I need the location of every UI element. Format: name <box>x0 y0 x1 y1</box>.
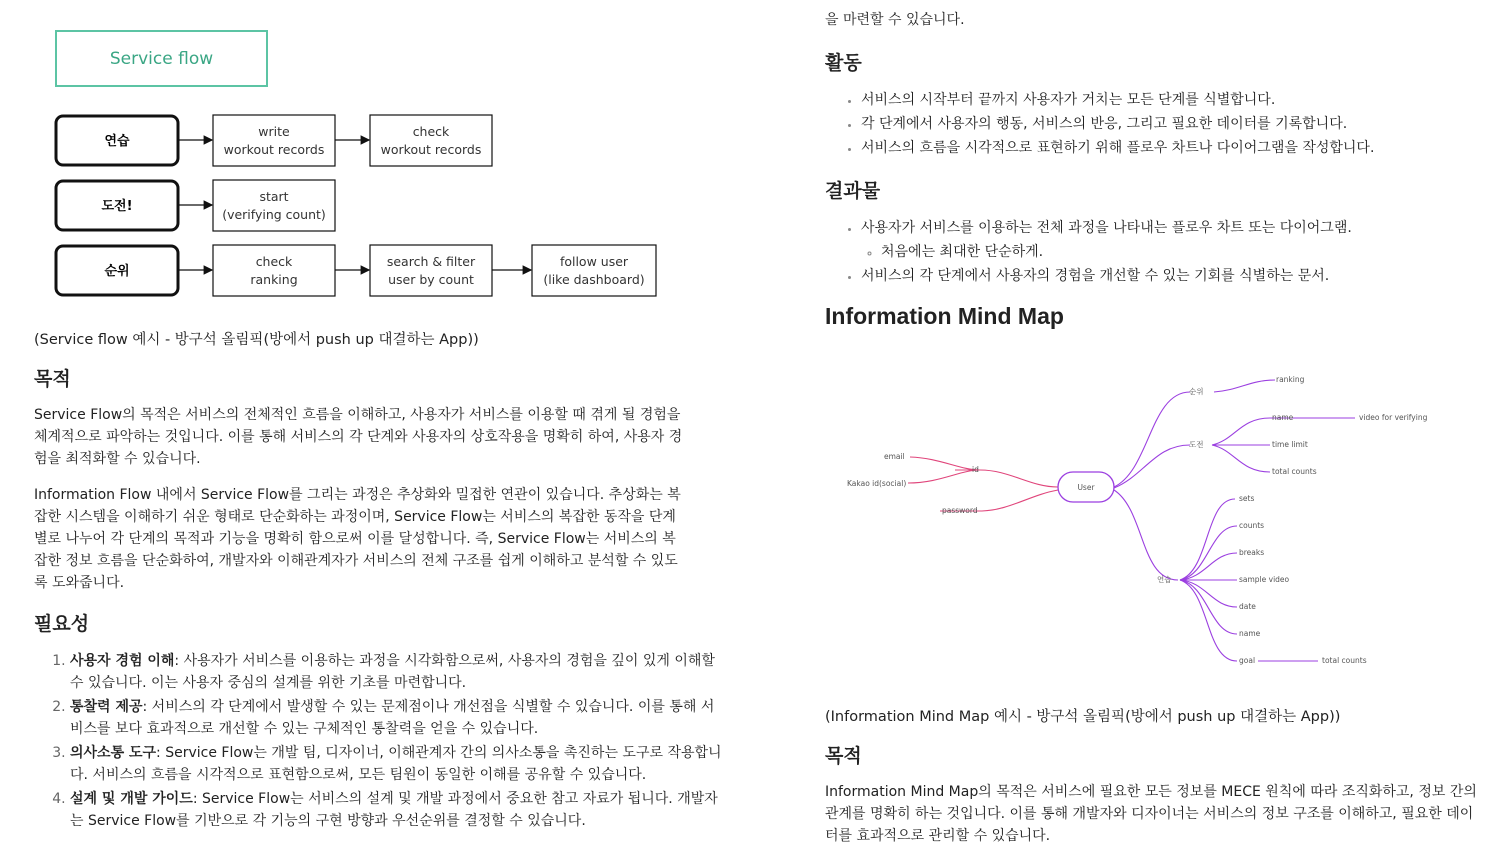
flow-step-follow-user-l2: (like dashboard) <box>543 272 645 287</box>
result-sub-item: ◦ 처음에는 최대한 단순하게. <box>881 240 1500 264</box>
mindmap-purpose-paragraph: Information Mind Map의 목적은 서비스에 필요한 모든 정보를 MECE 원칙에 따라 조직화하고, 정보 간의 관계를 명확히 하는 것입니다. 이를 통해 개발자와 디자이너는 서비스의 정보 구조를 이해하고, 필요한 데이터를 효과적으로 관리할 수 있습니다. <box>825 784 1477 844</box>
mindmap-node-goal: goal <box>1239 656 1256 665</box>
result-heading: 결과물 <box>825 180 881 202</box>
need-list <box>34 650 722 834</box>
mindmap-node-sets: sets <box>1239 494 1255 503</box>
information-mind-map <box>840 370 1460 680</box>
mindmap-node-kakao: Kakao id(social) <box>847 479 907 488</box>
flow-step-write-records-l1: write <box>258 124 290 139</box>
mindmap-node-ranking: ranking <box>1276 375 1305 384</box>
flow-step-check-records <box>370 115 492 166</box>
mindmap-node-breaks: breaks <box>1239 548 1265 557</box>
activity-list <box>825 88 1500 160</box>
need-heading: 필요성 <box>34 613 90 635</box>
result-item-text: 사용자가 서비스를 이용하는 전체 과정을 나타내는 플로우 차트 또는 다이어그램. <box>861 220 1352 236</box>
need-item <box>70 788 722 832</box>
flow-step-check-ranking-l1: check <box>255 254 293 269</box>
flow-step-start-verifying <box>213 180 335 231</box>
activity-heading: 활동 <box>825 52 862 74</box>
need-item-text: : 사용자가 서비스를 이용하는 과정을 시각화함으로써, 사용자의 경험을 깊이 있게 이해할 수 있습니다. 이는 사용자 중심의 설계를 위한 기초를 마련합니다. <box>70 653 715 691</box>
mindmap-node-date: date <box>1239 602 1256 611</box>
mindmap-node-challenge: 도전 <box>1189 440 1204 449</box>
result-list <box>825 216 1500 288</box>
mindmap-root-label: User <box>1077 483 1095 492</box>
mindmap-node-time-limit: time limit <box>1272 440 1308 449</box>
mindmap-node-challenge-name: name <box>1272 413 1294 422</box>
need-item-text: : Service Flow는 개발 팀, 디자이너, 이해관계자 간의 의사소통을 촉진하는 도구로 작용합니다. 서비스의 흐름을 시각적으로 표현함으로써, 모든 팀원이 동일한 이해를 공유할 수 있습니다. <box>70 745 722 783</box>
need-item-title: 의사소통 도구 <box>70 745 157 761</box>
mindmap-heading: Information Mind Map <box>825 303 1064 329</box>
mindmap-caption: (Information Mind Map 예시 - 방구석 올림픽(방에서 push up 대결하는 App)) <box>825 709 1341 725</box>
mindmap-node-video: video for verifying <box>1359 413 1428 422</box>
activity-item: • 각 단계에서 사용자의 행동, 서비스의 반응, 그리고 필요한 데이터를 기록합니다. <box>861 112 1500 136</box>
mindmap-node-password: password <box>942 506 978 515</box>
flow-start-rank-label: 순위 <box>104 264 130 279</box>
activity-item: • 서비스의 흐름을 시각적으로 표현하기 위해 플로우 차트나 다이어그램을 작성합니다. <box>861 136 1500 160</box>
flow-step-start-verifying-l1: start <box>259 189 289 204</box>
flow-step-check-ranking-l2: ranking <box>250 272 298 287</box>
flow-step-write-records <box>213 115 335 166</box>
need-item <box>70 742 722 786</box>
flow-step-follow-user <box>532 245 656 296</box>
service-flow-diagram <box>50 108 670 303</box>
mindmap-node-email: email <box>884 452 905 461</box>
need-item-title: 통찰력 제공 <box>70 699 143 715</box>
activity-item: • 서비스의 시작부터 끝까지 사용자가 거치는 모든 단계를 식별합니다. <box>861 88 1500 112</box>
mindmap-node-sample-video: sample video <box>1239 575 1290 584</box>
mindmap-node-id: id <box>972 465 979 474</box>
mindmap-node-goal-total: total counts <box>1322 656 1367 665</box>
service-flow-title: Service flow <box>109 48 214 69</box>
top-fragment-text: 을 마련할 수 있습니다. <box>825 12 965 28</box>
mindmap-node-rank: 순위 <box>1189 387 1204 396</box>
mindmap-node-practice: 연습 <box>1157 575 1172 584</box>
need-item-text: : Service Flow는 서비스의 설계 및 개발 과정에서 중요한 참고 자료가 됩니다. 개발자는 Service Flow를 기반으로 각 기능의 구현 방향과 우선순위를 결정할 수 있습니다. <box>70 791 718 829</box>
flow-start-challenge-label: 도전! <box>101 199 133 214</box>
need-item-title: 사용자 경험 이해 <box>70 653 175 669</box>
flow-step-check-ranking <box>213 245 335 296</box>
need-item <box>70 650 722 694</box>
purpose-paragraph-1: Service Flow의 목적은 서비스의 전체적인 흐름을 이해하고, 사용자가 서비스를 이용할 때 겪게 될 경험을 체계적으로 파악하는 것입니다. 이를 통해 서비스의 각 단계와 사용자의 상호작용을 명확히 하여, 사용자 경험을 최적화할 수 있습니다. <box>34 407 683 467</box>
purpose-heading-left: 목적 <box>34 368 71 390</box>
need-item <box>70 696 722 740</box>
flow-start-practice-label: 연습 <box>104 134 130 149</box>
purpose-paragraph-2: Information Flow 내에서 Service Flow를 그리는 과정은 추상화와 밀접한 연관이 있습니다. 추상화는 복잡한 시스템을 이해하기 쉬운 형태로 단순화하는 과정이며, Service Flow는 서비스의 복잡한 동작을 단계별로 나누어 각 단계의 목적과 기능을 명확히 함으로써 이를 달성합니다. 즉, Service Flow는 서비스의 복잡한 정보 흐름을 단순화하여, 개발자와 이해관계자가 서비스의 전체 구조를 쉽게 이해하고 분석할 수 있도록 도와줍니다. <box>34 487 681 591</box>
purpose-heading-right: 목적 <box>825 745 862 767</box>
mindmap-node-total-counts: total counts <box>1272 467 1317 476</box>
flow-step-search-filter <box>370 245 492 296</box>
need-item-text: : 서비스의 각 단계에서 발생할 수 있는 문제점이나 개선점을 식별할 수 있습니다. 이를 통해 서비스를 보다 효과적으로 개선할 수 있는 구체적인 통찰력을 얻을 수 있습니다. <box>70 699 715 737</box>
mindmap-node-counts: counts <box>1239 521 1265 530</box>
service-flow-title-box <box>55 30 268 87</box>
service-flow-caption: (Service flow 예시 - 방구석 올림픽(방에서 push up 대결하는 App)) <box>34 332 479 348</box>
flow-step-search-filter-l2: user by count <box>388 272 474 287</box>
result-item: • 서비스의 각 단계에서 사용자의 경험을 개선할 수 있는 기회를 식별하는 문서. <box>861 264 1500 288</box>
mindmap-node-practice-name: name <box>1239 629 1261 638</box>
flow-step-search-filter-l1: search & filter <box>386 254 476 269</box>
flow-step-start-verifying-l2: (verifying count) <box>222 207 326 222</box>
result-item <box>861 216 1500 264</box>
flow-step-follow-user-l1: follow user <box>559 254 629 269</box>
need-item-title: 설계 및 개발 가이드 <box>70 791 193 807</box>
flow-step-check-records-l2: workout records <box>380 142 482 157</box>
flow-step-check-records-l1: check <box>412 124 450 139</box>
flow-step-write-records-l2: workout records <box>223 142 325 157</box>
